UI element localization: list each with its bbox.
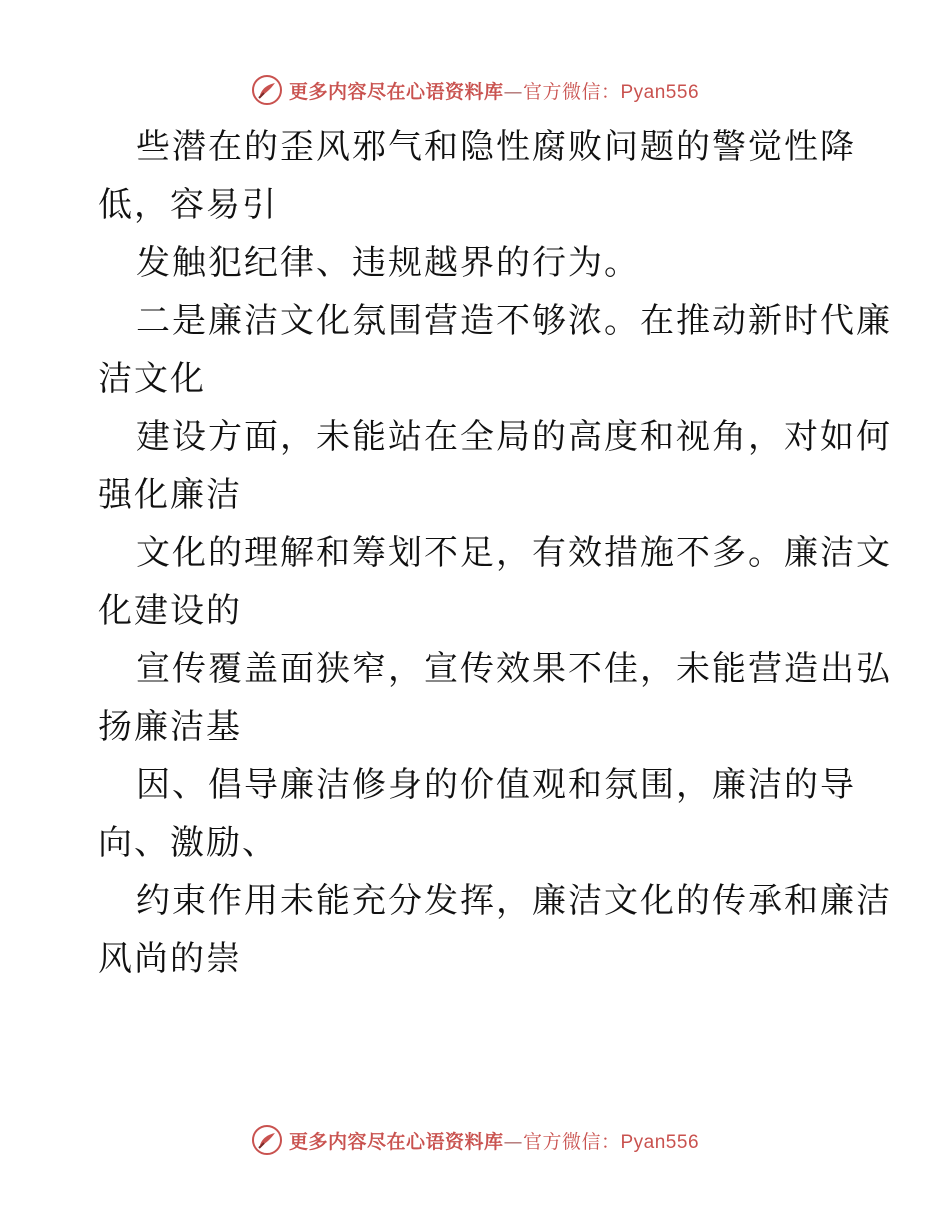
body-line: 扬廉洁基 (98, 707, 242, 747)
body-line: 强化廉洁 (98, 475, 242, 515)
header-wechat-id: Pyan556 (620, 81, 700, 103)
footer-wechat-id: Pyan556 (620, 1131, 700, 1153)
body-line: 约束作用未能充分发挥，廉洁文化的传承和廉洁 (136, 881, 892, 921)
body-line: 二是廉洁文化氛围营造不够浓。在推动新时代廉 (136, 301, 892, 341)
footer-banner-main: 更多内容尽在心语资料库 (288, 1130, 504, 1153)
footer-banner-text (289, 1127, 699, 1154)
header-banner-main: 更多内容尽在心语资料库 (288, 80, 504, 103)
body-line: 宣传覆盖面狭窄，宣传效果不佳，未能营造出弘 (136, 649, 892, 689)
logo-icon (251, 74, 283, 106)
body-line: 建设方面，未能站在全局的高度和视角，对如何 (136, 417, 892, 457)
body-line: 些潜在的歪风邪气和隐性腐败问题的警觉性降 (136, 127, 856, 167)
body-line: 因、倡导廉洁修身的价值观和氛围，廉洁的导 (136, 765, 856, 805)
document-body (98, 118, 892, 988)
logo-icon (251, 1124, 283, 1156)
header-banner (0, 70, 950, 110)
header-wechat-label: 官方微信： (522, 80, 621, 103)
header-banner-text (289, 77, 699, 104)
header-banner-separator: — (503, 80, 523, 103)
body-line: 风尚的崇 (98, 939, 242, 979)
footer-banner (0, 1120, 950, 1160)
footer-banner-separator: — (503, 1130, 523, 1153)
footer-wechat-label: 官方微信： (522, 1130, 621, 1153)
body-line: 文化的理解和筹划不足，有效措施不多。廉洁文 (136, 533, 892, 573)
body-line: 低，容易引 (98, 185, 278, 225)
body-line: 向、激励、 (98, 823, 278, 863)
body-line: 洁文化 (98, 359, 206, 399)
body-line: 发触犯纪律、违规越界的行为。 (136, 243, 640, 283)
body-line: 化建设的 (98, 591, 242, 631)
